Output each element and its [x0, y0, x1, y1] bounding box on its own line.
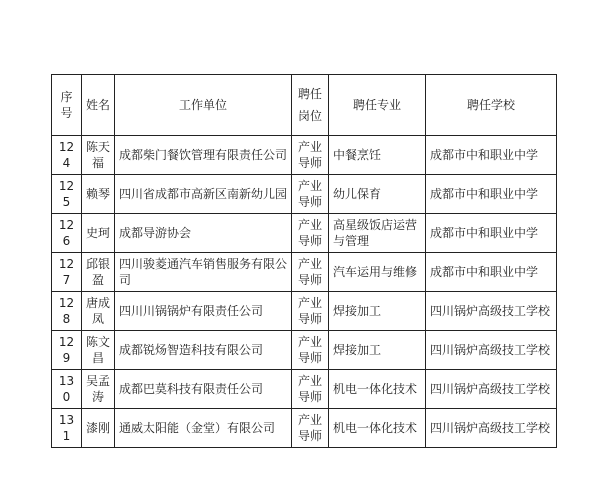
- cell-unit: [115, 214, 292, 253]
- cell-major-text: 机电一体化技术: [333, 382, 418, 396]
- cell-school: [426, 370, 557, 409]
- cell-school: [426, 253, 557, 292]
- cell-name-text: 漆刚: [86, 421, 111, 435]
- cell-unit-text: 成都锐炀智造科技有限公司: [119, 343, 264, 357]
- cell-unit-text: 成都柴门餐饮管理有限责任公司: [119, 148, 288, 162]
- header-name: 姓名: [82, 75, 115, 136]
- cell-name-text: 陈天福: [86, 140, 111, 170]
- cell-unit: [115, 136, 292, 175]
- cell-no-text: 129: [58, 335, 75, 365]
- cell-no: [52, 370, 82, 409]
- cell-no: [52, 175, 82, 214]
- cell-post-text: 产业导师: [297, 140, 322, 170]
- cell-no: [52, 292, 82, 331]
- table-row: [52, 409, 557, 448]
- cell-name: [82, 175, 115, 214]
- cell-major-text: 焊接加工: [333, 343, 382, 357]
- cell-school-text: 成都市中和职业中学: [430, 148, 539, 162]
- cell-post: [292, 292, 329, 331]
- cell-major-text: 汽车运用与维修: [333, 265, 418, 279]
- table-row: [52, 253, 557, 292]
- cell-name-text: 陈文昌: [86, 335, 111, 365]
- cell-unit: [115, 370, 292, 409]
- cell-school: [426, 292, 557, 331]
- cell-name-text: 邱银盈: [86, 257, 111, 287]
- cell-name-text: 唐成凤: [86, 296, 111, 326]
- cell-post-text: 产业导师: [297, 296, 322, 326]
- cell-unit: [115, 409, 292, 448]
- cell-unit-text: 成都巴莫科技有限责任公司: [119, 382, 264, 396]
- cell-no: [52, 253, 82, 292]
- header-unit: 工作单位: [115, 75, 292, 136]
- cell-name: [82, 292, 115, 331]
- cell-no-text: 125: [58, 179, 75, 209]
- header-row: [52, 75, 557, 136]
- cell-name: [82, 214, 115, 253]
- cell-post: [292, 214, 329, 253]
- table-row: [52, 331, 557, 370]
- cell-no-text: 128: [58, 296, 75, 326]
- cell-post: [292, 331, 329, 370]
- cell-major: [329, 409, 426, 448]
- cell-school-text: 成都市中和职业中学: [430, 265, 539, 279]
- cell-school-text: 四川锅炉高级技工学校: [430, 382, 551, 396]
- cell-post-text: 产业导师: [297, 179, 322, 209]
- cell-major-text: 高星级饭店运营与管理: [333, 218, 418, 248]
- cell-no: [52, 214, 82, 253]
- cell-name: [82, 253, 115, 292]
- cell-major: [329, 136, 426, 175]
- cell-no-text: 130: [58, 374, 75, 404]
- cell-post: [292, 370, 329, 409]
- cell-no-text: 131: [58, 413, 75, 443]
- table-row: [52, 292, 557, 331]
- table-row: [52, 370, 557, 409]
- cell-unit-text: 四川骏菱通汽车销售服务有限公司: [119, 257, 288, 287]
- cell-major: [329, 253, 426, 292]
- cell-unit: [115, 331, 292, 370]
- cell-post: [292, 409, 329, 448]
- table-row: [52, 136, 557, 175]
- header-school: 聘任学校: [426, 75, 557, 136]
- cell-major-text: 幼儿保育: [333, 187, 382, 201]
- cell-school-text: 四川锅炉高级技工学校: [430, 304, 551, 318]
- cell-no-text: 124: [58, 140, 75, 170]
- cell-unit: [115, 175, 292, 214]
- cell-post-text: 产业导师: [297, 413, 322, 443]
- header-no: 序号: [52, 75, 82, 136]
- cell-major-text: 中餐烹饪: [333, 148, 382, 162]
- cell-post-text: 产业导师: [297, 374, 322, 404]
- cell-school: [426, 331, 557, 370]
- cell-unit-text: 通威太阳能（金堂）有限公司: [119, 421, 276, 435]
- cell-name-text: 吴孟涛: [86, 374, 111, 404]
- cell-unit: [115, 253, 292, 292]
- cell-post-text: 产业导师: [297, 335, 322, 365]
- cell-post: [292, 253, 329, 292]
- cell-major: [329, 370, 426, 409]
- cell-name: [82, 409, 115, 448]
- cell-name-text: 史珂: [86, 226, 111, 240]
- cell-major: [329, 175, 426, 214]
- cell-major: [329, 331, 426, 370]
- cell-post: [292, 136, 329, 175]
- cell-unit-text: 四川省成都市高新区南新幼儿园: [119, 187, 288, 201]
- header-major: 聘任专业: [329, 75, 426, 136]
- header-post: 聘任岗位: [292, 75, 329, 136]
- cell-major: [329, 292, 426, 331]
- cell-name: [82, 370, 115, 409]
- cell-no: [52, 409, 82, 448]
- cell-post: [292, 175, 329, 214]
- cell-school-text: 四川锅炉高级技工学校: [430, 343, 551, 357]
- cell-major: [329, 214, 426, 253]
- cell-no-text: 127: [58, 257, 75, 287]
- cell-no-text: 126: [58, 218, 75, 248]
- cell-name: [82, 136, 115, 175]
- cell-school: [426, 175, 557, 214]
- cell-school-text: 四川锅炉高级技工学校: [430, 421, 551, 435]
- cell-no: [52, 136, 82, 175]
- cell-school-text: 成都市中和职业中学: [430, 226, 539, 240]
- cell-post-text: 产业导师: [297, 218, 322, 248]
- cell-name-text: 赖琴: [86, 187, 111, 201]
- cell-unit-text: 四川川锅锅炉有限责任公司: [119, 304, 264, 318]
- cell-school: [426, 136, 557, 175]
- cell-school-text: 成都市中和职业中学: [430, 187, 539, 201]
- cell-school: [426, 214, 557, 253]
- cell-no: [52, 331, 82, 370]
- cell-major-text: 焊接加工: [333, 304, 382, 318]
- mentor-table: [51, 74, 557, 448]
- cell-post-text: 产业导师: [297, 257, 322, 287]
- table-row: [52, 214, 557, 253]
- cell-school: [426, 409, 557, 448]
- cell-major-text: 机电一体化技术: [333, 421, 418, 435]
- cell-name: [82, 331, 115, 370]
- table-row: [52, 175, 557, 214]
- cell-unit: [115, 292, 292, 331]
- cell-unit-text: 成都导游协会: [119, 226, 192, 240]
